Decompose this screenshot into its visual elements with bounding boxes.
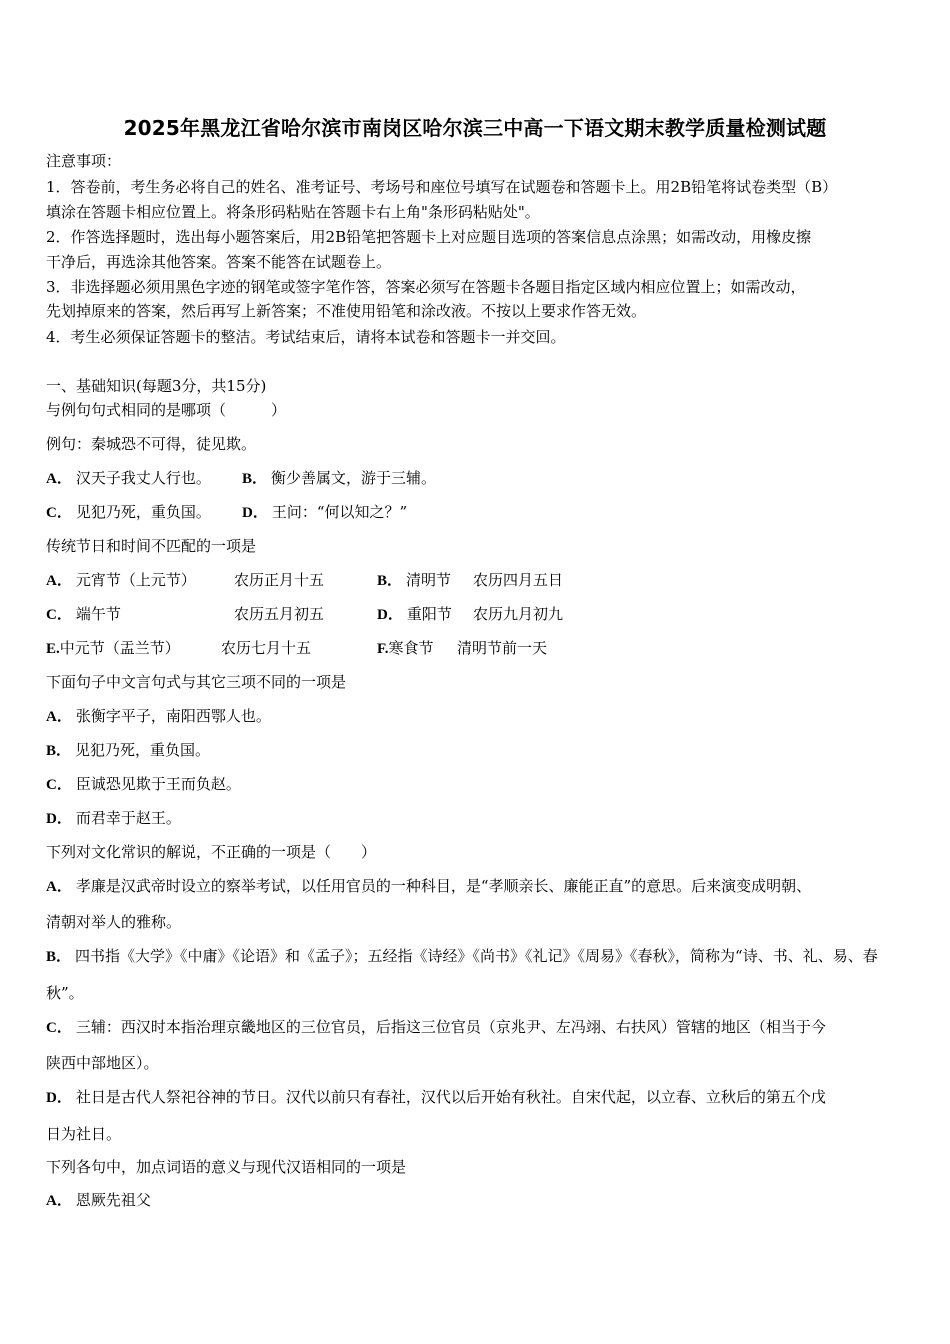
- option-label: A．: [46, 879, 72, 895]
- option-label: C．: [46, 777, 72, 793]
- option-e: [46, 639, 180, 658]
- option-c: [46, 605, 121, 624]
- option-b: [242, 469, 436, 488]
- option-label: B．: [46, 949, 72, 965]
- option-label: E.: [46, 641, 60, 657]
- option-label: A．: [46, 1193, 72, 1209]
- option-continuation: 日为社日。: [46, 1125, 122, 1143]
- festival-name: 寒食节: [388, 639, 434, 657]
- option-b: [377, 571, 451, 590]
- option-label: D．: [46, 1090, 72, 1106]
- option-c: [46, 1018, 908, 1037]
- option-text: 四书指《大学》《中庸》《论语》和《孟子》；五经指《诗经》《尚书》《礼记》《周易》《春秋》，简称为“诗、书、礼、易、春: [75, 947, 878, 965]
- option-text: 而君幸于赵王。: [75, 809, 181, 827]
- festival-name: 清明节: [406, 571, 452, 589]
- option-a: [46, 571, 196, 590]
- option-label: C．: [46, 505, 72, 521]
- option-label: C．: [46, 607, 72, 623]
- option-text: 臣诚恐见欺于王而负赵。: [75, 775, 241, 793]
- example-sentence: 例句：秦城恐不可得，徒见欺。: [46, 435, 257, 453]
- festival-date: 农历五月初五: [234, 605, 325, 623]
- option-text: 恩厥先祖父: [75, 1191, 151, 1209]
- option-b: [46, 947, 908, 966]
- option-continuation: 清朝对举人的雅称。: [46, 913, 182, 931]
- option-a: [46, 1191, 908, 1210]
- question-stem: 传统节日和时间不匹配的一项是: [46, 537, 257, 555]
- option-label: B．: [242, 471, 268, 487]
- option-a: [46, 877, 908, 896]
- festival-name: 元宵节（上元节）: [75, 571, 196, 589]
- option-label: A．: [46, 709, 72, 725]
- question-stem: 下面句子中文言句式与其它三项不同的一项是: [46, 673, 347, 691]
- festival-date: 农历正月十五: [234, 571, 325, 589]
- option-text: 见犯乃死，重负国。: [75, 741, 211, 759]
- option-b: [46, 741, 908, 760]
- festival-date: 清明节前一天: [457, 639, 548, 657]
- notice-line: 填涂在答题卡相应位置上。将条形码粘贴在答题卡右上角"条形码粘贴处"。: [46, 203, 540, 221]
- festival-name: 端午节: [75, 605, 121, 623]
- option-d: [377, 605, 452, 624]
- notice-line: 3．非选择题必须用黑色字迹的钢笔或签字笔作答，答案必须写在答题卡各题目指定区域内相应位置上；如需改动，: [46, 278, 806, 296]
- notice-line: 2．作答选择题时，选出每小题答案后，用2B铅笔把答题卡上对应题目选项的答案信息点涂黑；如需改动，用橡皮擦: [46, 228, 812, 246]
- page-title: 2025年黑龙江省哈尔滨市南岗区哈尔滨三中高一下语文期末教学质量检测试题: [123, 116, 827, 140]
- question-stem: 下列对文化常识的解说，不正确的一项是（ ）: [46, 843, 377, 861]
- option-continuation: 秋”。: [46, 984, 84, 1002]
- notice-heading: 注意事项：: [46, 152, 122, 170]
- option-text: 汉天子我丈人行也。: [75, 469, 211, 487]
- question-stem: 下列各句中，加点词语的意义与现代汉语相同的一项是: [46, 1158, 407, 1176]
- option-label: D．: [46, 811, 72, 827]
- notice-line: 1．答卷前，考生务必将自己的姓名、准考证号、考场号和座位号填写在试题卷和答题卡上。用2B铅笔将试卷类型（B）: [46, 178, 838, 196]
- notice-line: 先划掉原来的答案，然后再写上新答案；不准使用铅笔和涂改液。不按以上要求作答无效。: [46, 302, 647, 320]
- festival-date: 农历七月十五: [221, 639, 312, 657]
- option-label: C．: [46, 1020, 72, 1036]
- option-c: [46, 775, 908, 794]
- option-text: 衡少善属文，游于三辅。: [271, 469, 437, 487]
- option-text: 见犯乃死，重负国。: [75, 503, 211, 521]
- option-label: A．: [46, 471, 72, 487]
- option-d: [46, 809, 908, 828]
- notice-line: 干净后，再选涂其他答案。答案不能答在试题卷上。: [46, 253, 392, 271]
- option-continuation: 陕西中部地区）。: [46, 1054, 159, 1072]
- option-d: [242, 503, 407, 522]
- option-label: A．: [46, 573, 72, 589]
- option-text: 社日是古代人祭祀谷神的节日。汉代以前只有春社，汉代以后开始有秋社。自宋代起，以立春、立秋后的第五个戊: [75, 1088, 826, 1106]
- option-text: 张衡字平子，南阳西鄂人也。: [75, 707, 271, 725]
- option-text: 三辅：西汉时本指治理京畿地区的三位官员，后指这三位官员（京兆尹、左冯翊、右扶风）管辖的地区（相当于今: [75, 1018, 826, 1036]
- option-label: D．: [242, 505, 268, 521]
- notice-line: 4．考生必须保证答题卡的整洁。考试结束后，请将本试卷和答题卡一并交回。: [46, 328, 566, 346]
- option-text: 孝廉是汉武帝时设立的察举考试，以任用官员的一种科目，是“孝顺亲长、廉能正直”的意思。后来演变成明朝、: [75, 877, 812, 895]
- festival-name: 中元节（盂兰节）: [59, 639, 180, 657]
- option-a: [46, 469, 211, 488]
- festival-date: 农历四月五日: [473, 571, 564, 589]
- option-a: [46, 707, 908, 726]
- option-label: D．: [377, 607, 403, 623]
- option-d: [46, 1088, 908, 1107]
- option-label: F.: [377, 641, 389, 657]
- option-c: [46, 503, 211, 522]
- option-f: [377, 639, 434, 658]
- question-stem: 与例句句式相同的是哪项（ ）: [46, 401, 287, 419]
- option-text: 王问：“何以知之？”: [271, 503, 408, 521]
- section-heading: 一、基础知识(每题3分，共15分): [46, 377, 267, 395]
- option-label: B．: [46, 743, 72, 759]
- option-label: B．: [377, 573, 403, 589]
- festival-date: 农历九月初九: [473, 605, 564, 623]
- festival-name: 重阳节: [406, 605, 452, 623]
